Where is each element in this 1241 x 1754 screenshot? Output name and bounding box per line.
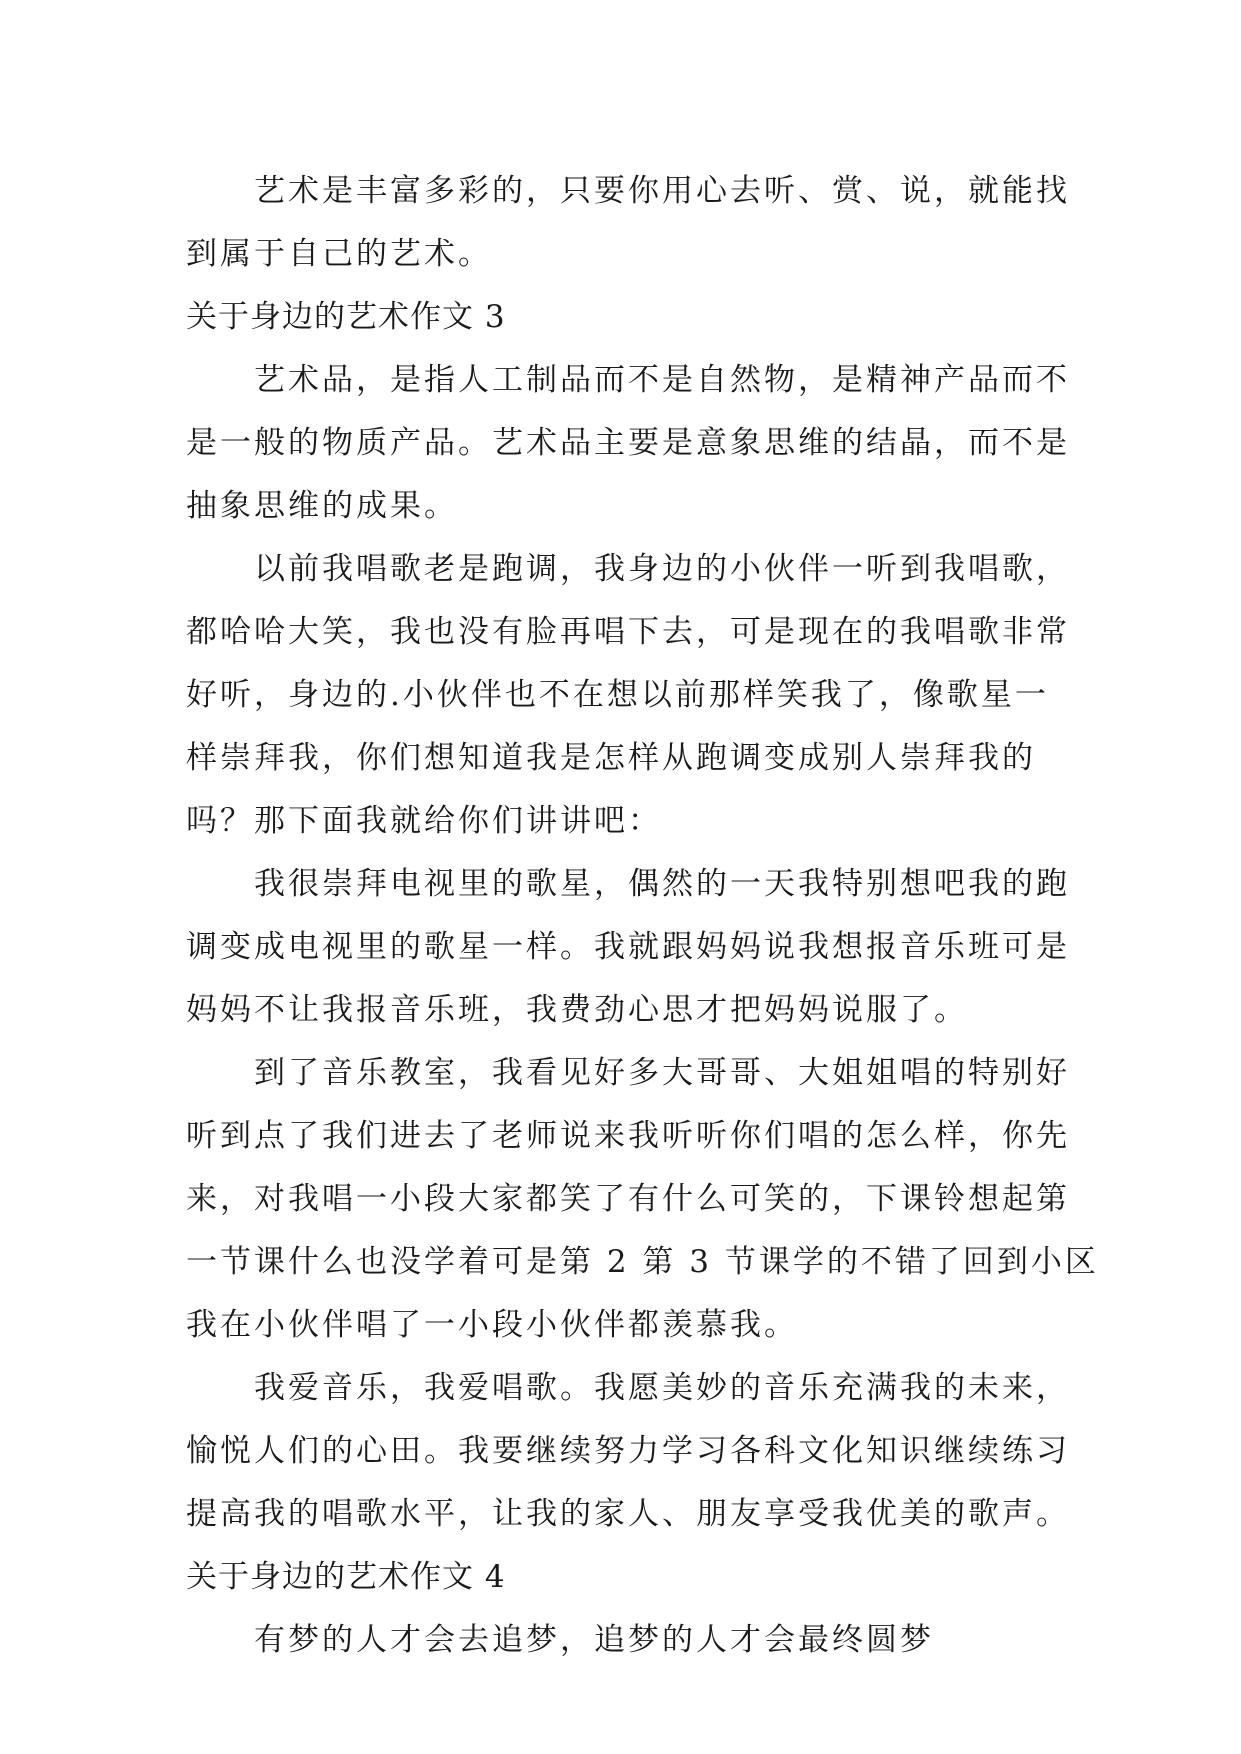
text-line: 我爱音乐，我爱唱歌。我愿美妙的音乐充满我的未来， — [254, 1370, 1070, 1406]
document-page — [186, 160, 1099, 1672]
text-line: 妈妈不让我报音乐班，我费劲心思才把妈妈说服了。 — [186, 992, 968, 1028]
text-line: 来，对我唱一小段大家都笑了有什么可笑的，下课铃想起第 — [186, 1181, 1070, 1217]
paragraph — [186, 160, 1070, 286]
text-line: 到了音乐教室，我看见好多大哥哥、大姐姐唱的特别好 — [254, 1055, 1070, 1091]
text-line: 都哈哈大笑，我也没有脸再唱下去，可是现在的我唱歌非常 — [186, 614, 1070, 650]
text-line: 样崇拜我，你们想知道我是怎样从跑调变成别人崇拜我的 — [186, 740, 1036, 776]
text-line: 我很崇拜电视里的歌星，偶然的一天我特别想吧我的跑 — [254, 866, 1070, 902]
text-line: 我在小伙伴唱了一小段小伙伴都羡慕我。 — [186, 1307, 798, 1343]
paragraph — [186, 853, 1070, 1042]
text-line: 提高我的唱歌水平，让我的家人、朋友享受我优美的歌声。 — [186, 1496, 1070, 1532]
paragraph — [186, 1609, 1056, 1672]
text-line: 艺术是丰富多彩的，只要你用心去听、赏、说，就能找 — [254, 173, 1070, 209]
text-line: 吗？那下面我就给你们讲讲吧： — [186, 803, 662, 839]
text-line: 调变成电视里的歌星一样。我就跟妈妈说我想报音乐班可是 — [186, 929, 1070, 965]
text-line: 艺术品，是指人工制品而不是自然物，是精神产品而不 — [254, 362, 1070, 398]
text-line: 到属于自己的艺术。 — [186, 236, 492, 272]
text-line: 愉悦人们的心田。我要继续努力学习各科文化知识继续练习 — [186, 1433, 1070, 1469]
text-line: 有梦的人才会去追梦，追梦的人才会最终圆梦 — [254, 1622, 934, 1658]
text-line: 听到点了我们进去了老师说来我听听你们唱的怎么样，你先 — [186, 1118, 1070, 1154]
text-line: 以前我唱歌老是跑调，我身边的小伙伴一听到我唱歌， — [254, 551, 1070, 587]
paragraph — [186, 1357, 1070, 1546]
paragraph — [186, 349, 1070, 538]
section-heading: 关于身边的艺术作文 4 — [186, 1559, 506, 1595]
text-line: 是一般的物质产品。艺术品主要是意象思维的结晶，而不是 — [186, 425, 1070, 461]
text-line: 抽象思维的成果。 — [186, 488, 458, 524]
paragraph — [186, 1042, 1099, 1357]
paragraph — [186, 538, 1070, 853]
text-line: 一节课什么也没学着可是第 2 第 3 节课学的不错了回到小区 — [186, 1244, 1099, 1280]
section-heading: 关于身边的艺术作文 3 — [186, 299, 506, 335]
text-line: 好听，身边的.小伙伴也不在想以前那样笑我了，像歌星一 — [186, 677, 1049, 713]
